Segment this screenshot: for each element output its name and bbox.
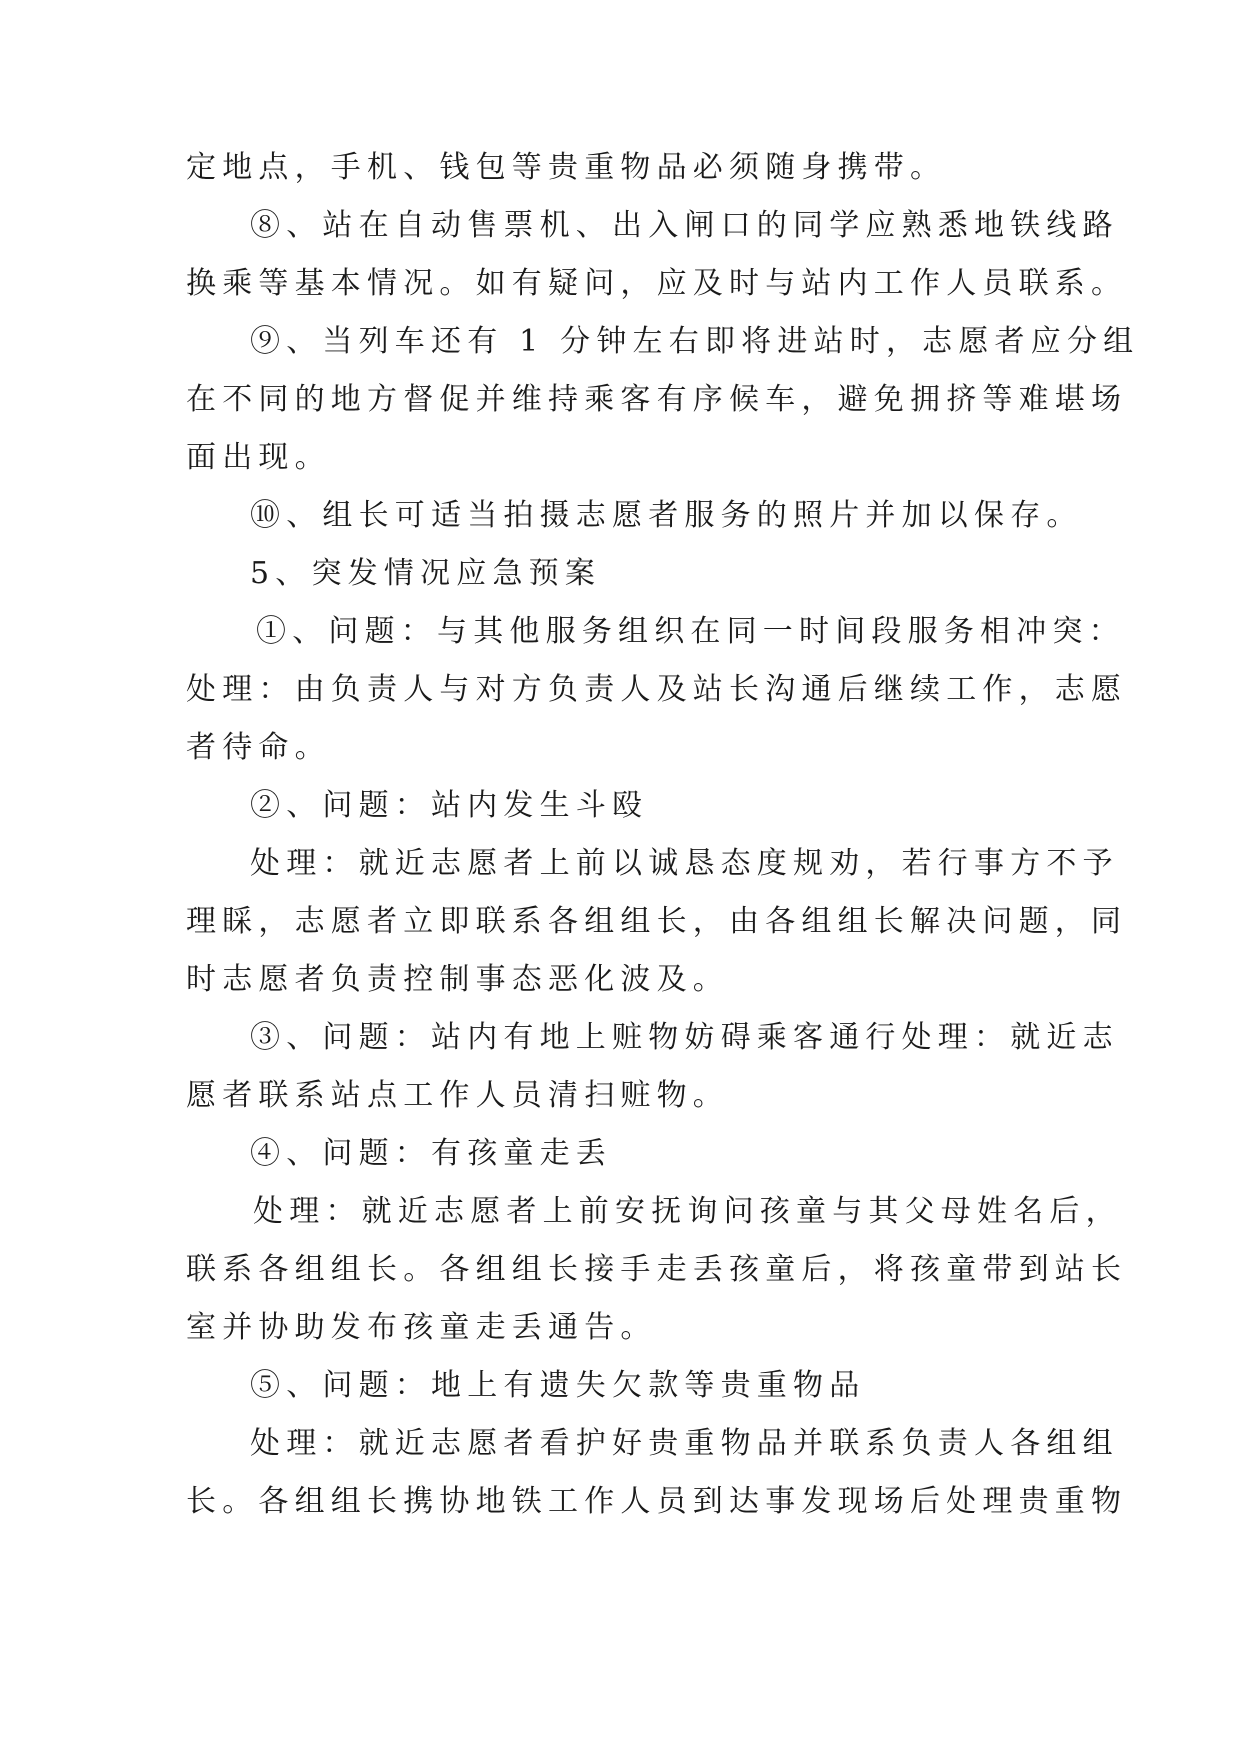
paragraph-line: 处理：由负责人与对方负责人及站长沟通后继续工作，志愿 [186, 672, 1128, 707]
paragraph-line: 者待命。 [186, 730, 331, 765]
paragraph-line: 处理：就近志愿者看护好贵重物品并联系负责人各组组 [250, 1426, 1119, 1461]
paragraph-line: 联系各组组长。各组组长接手走丢孩童后，将孩童带到站长 [186, 1252, 1128, 1287]
paragraph-line: 长。各组组长携协地铁工作人员到达事发现场后处理贵重物 [186, 1484, 1128, 1519]
paragraph-line: ②、问题：站内发生斗殴 [250, 788, 649, 823]
paragraph-line: 室并协助发布孩童走丢通告。 [186, 1310, 657, 1345]
paragraph-line: 处理：就近志愿者上前以诚恳态度规劝，若行事方不予 [250, 846, 1119, 881]
paragraph-line: ⑨、当列车还有 1 分钟左右即将进站时，志愿者应分组 [250, 324, 1140, 359]
paragraph-line: ⑩、组长可适当拍摄志愿者服务的照片并加以保存。 [250, 498, 1083, 533]
paragraph-line: 愿者联系站点工作人员清扫赃物。 [186, 1078, 729, 1113]
paragraph-line: 时志愿者负责控制事态恶化波及。 [186, 962, 729, 997]
paragraph-line: 换乘等基本情况。如有疑问，应及时与站内工作人员联系。 [186, 266, 1128, 301]
paragraph-line: ⑤、问题：地上有遗失欠款等贵重物品 [250, 1368, 866, 1403]
paragraph-line: 面出现。 [186, 440, 331, 475]
paragraph-line: 处理：就近志愿者上前安抚询问孩童与其父母姓名后， [253, 1194, 1122, 1229]
paragraph-line: 定地点，手机、钱包等贵重物品必须随身携带。 [186, 150, 947, 185]
paragraph-line: 理睬，志愿者立即联系各组组长，由各组组长解决问题，同 [186, 904, 1128, 939]
paragraph-line: ⑧、站在自动售票机、出入闸口的同学应熟悉地铁线路 [250, 208, 1119, 243]
paragraph-line: ①、问题：与其他服务组织在同一时间段服务相冲突： [256, 614, 1125, 649]
paragraph-line: ③、问题：站内有地上赃物妨碍乘客通行处理：就近志 [250, 1020, 1119, 1055]
paragraph-line: ④、问题：有孩童走丢 [250, 1136, 612, 1171]
paragraph-line: 在不同的地方督促并维持乘客有序候车，避免拥挤等难堪场 [186, 382, 1128, 417]
section-heading: 5、突发情况应急预案 [250, 556, 602, 591]
